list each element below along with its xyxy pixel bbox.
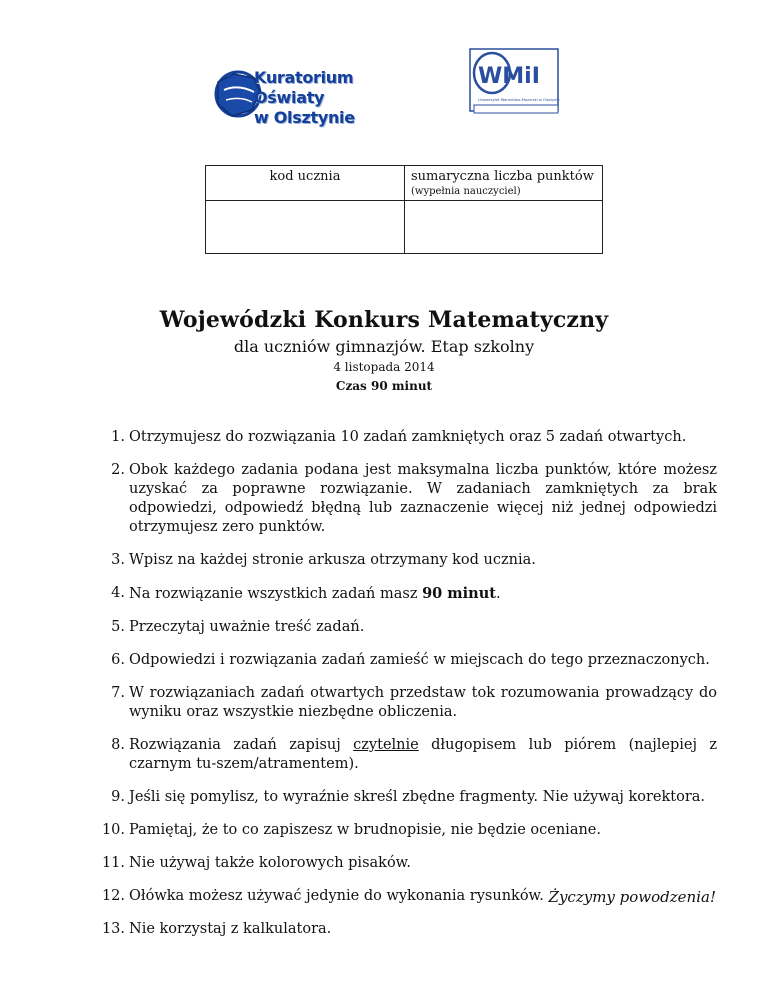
list-item: 6. Odpowiedzi i rozwiązania zadań zamieść w miejscach do tego przeznaczonych. <box>111 652 710 668</box>
code-header-cell <box>206 166 405 201</box>
list-item: 3. Wpisz na każdej stronie arkusza otrzymany kod ucznia. <box>111 552 536 568</box>
list-item: 4. Na rozwiązanie wszystkich zadań masz 90 minut. <box>111 585 501 602</box>
time-limit-emphasis: 90 minut <box>422 585 496 602</box>
list-item: 10. Pamiętaj, że to co zapiszesz w brudnopisie, nie będzie oceniane. <box>101 822 601 838</box>
student-code-table <box>205 165 603 254</box>
code-entry-field[interactable] <box>206 201 405 254</box>
list-item: 5. Przeczytaj uważnie treść zadań. <box>111 619 365 635</box>
sum-note: (wypełnia nauczyciel) <box>411 186 521 197</box>
sum-label: sumaryczna liczba punktów <box>411 169 594 184</box>
list-item: 13. Nie korzystaj z kalkulatora. <box>101 921 332 937</box>
list-item: 11. Nie używaj także kolorowych pisaków. <box>101 855 411 871</box>
code-label: kod ucznia <box>269 169 341 184</box>
kuratorium-line2: w Olsztynie <box>254 108 355 127</box>
list-item: 7. W rozwiązaniach zadań otwartych przedstaw tok rozumowania prowadzący do wyniku oraz wszystkie niezbędne obliczenia. <box>111 685 717 720</box>
list-item: 9. Jeśli się pomylisz, to wyraźnie skreśl zbędne fragmenty. Nie używaj korektora. <box>111 789 706 805</box>
sum-entry-field[interactable] <box>405 201 603 254</box>
list-item: 8. Rozwiązania zadań zapisuj czytelnie długopisem lub piórem (najlepiej z czarnym tu-szem/atramentem). <box>111 737 717 772</box>
wmii-caption: Uniwersytet Warmińsko-Mazurski w Olsztynie <box>478 98 560 102</box>
sum-header-cell <box>405 166 603 201</box>
list-item: 1. Otrzymujesz do rozwiązania 10 zadań zamkniętych oraz 5 zadań otwartych. <box>111 429 687 445</box>
list-item: 2. Obok każdego zadania podana jest maksymalna liczba punktów, które możesz uzyskać za poprawne rozwiązanie. W zadaniach zamkniętych za brak odpowiedzi, odpowiedź błędną lub zaznaczenie więcej niż jednej odpowiedzi otrzymujesz zero punktów. <box>111 462 717 535</box>
exam-time: Czas 90 minut <box>335 379 433 393</box>
kuratorium-line1: Kuratorium Oświaty <box>254 68 354 107</box>
instructions-list <box>103 428 717 953</box>
kuratorium-logo <box>210 62 370 127</box>
legibly-emphasis: czytelnie <box>353 737 419 753</box>
wmii-logo <box>468 47 560 115</box>
wmii-mark: WMiI <box>478 64 540 89</box>
page-subtitle: dla uczniów gimnazjów. Etap szkolny <box>233 337 535 356</box>
page-title: Wojewódzki Konkurs Matematyczny <box>159 307 609 333</box>
exam-date: 4 listopada 2014 <box>333 360 435 374</box>
closing-wish: Życzymy powodzenia! <box>548 888 716 906</box>
list-item: 12. Ołówka możesz używać jedynie do wykonania rysunków. <box>101 888 544 904</box>
